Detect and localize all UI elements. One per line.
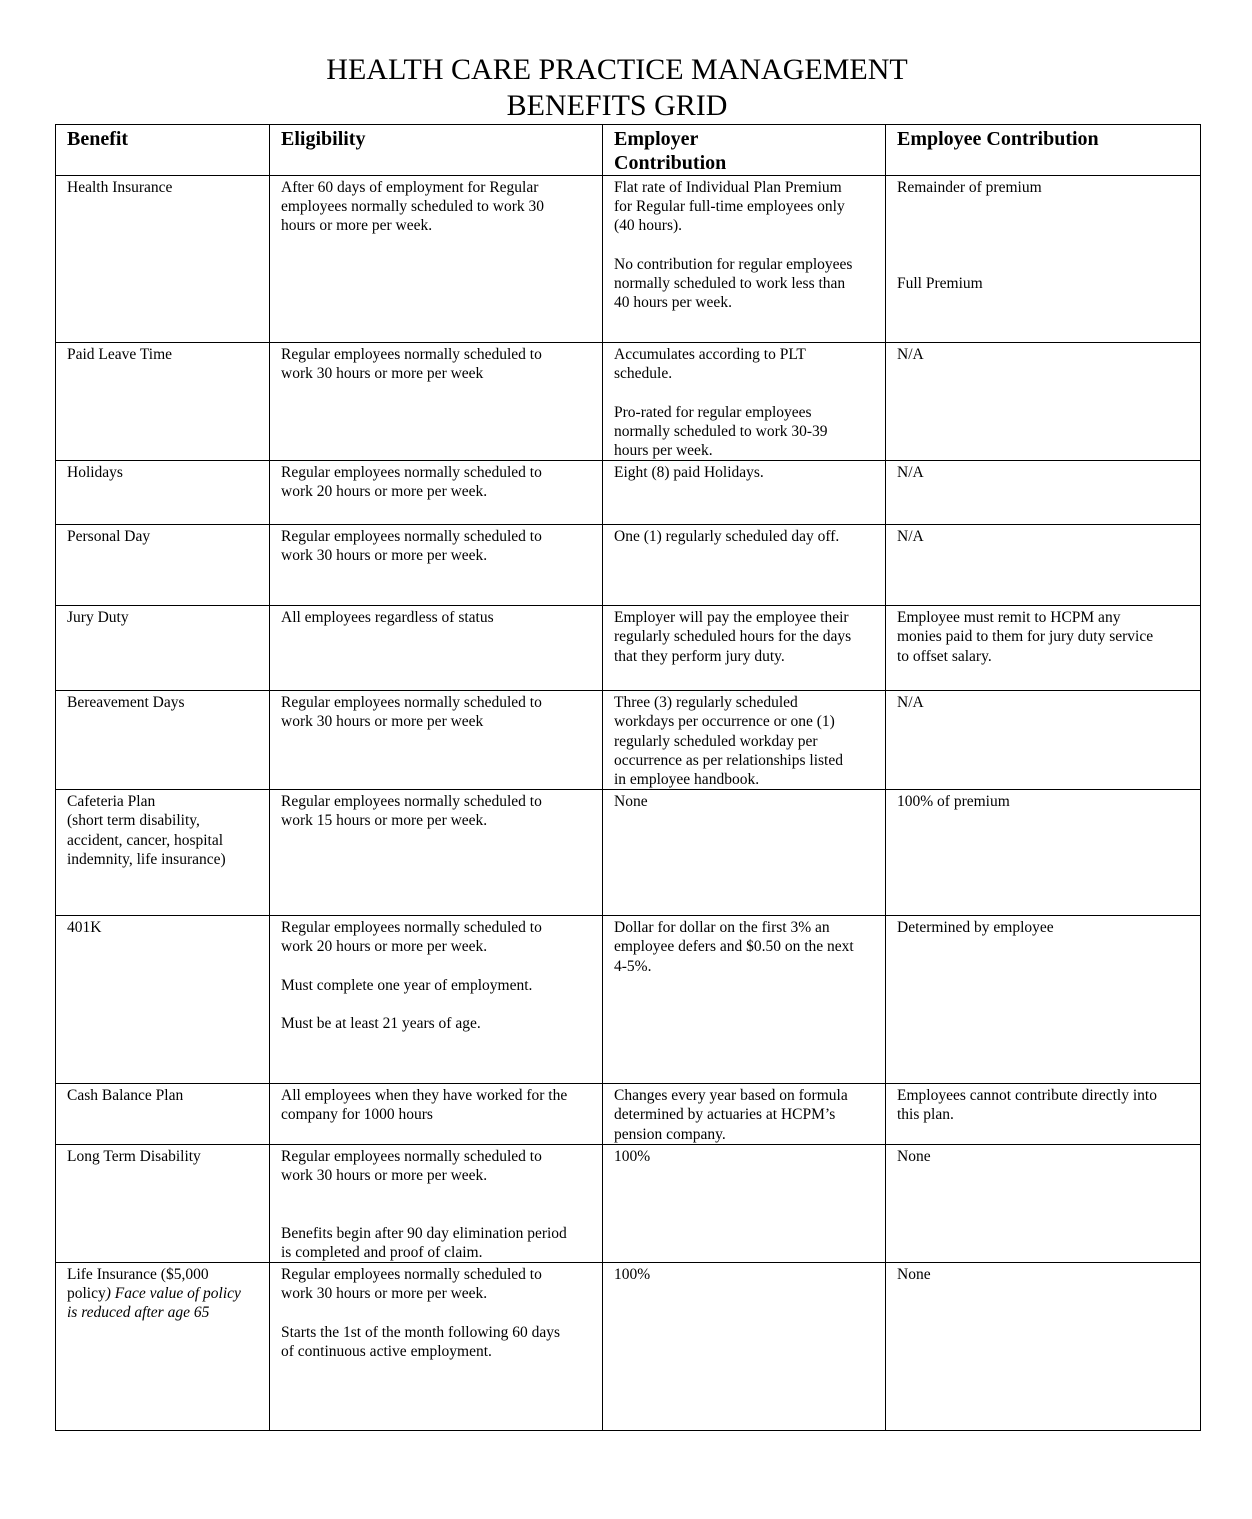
cell-employee-contribution: Determined by employee — [886, 916, 1201, 1084]
cell-eligibility: All employees when they have worked for the company for 1000 hours — [270, 1084, 603, 1145]
title-line-2: BENEFITS GRID — [506, 89, 728, 122]
cell-employer-contribution: Changes every year based on formula determined by actuaries at HCPM’s pension company. — [603, 1084, 886, 1145]
table-row — [56, 691, 1201, 790]
header-employer-line-2: Contribution — [614, 152, 727, 174]
header-row — [56, 125, 1201, 176]
cell-employer-contribution: Dollar for dollar on the first 3% an employee defers and $0.50 on the next 4-5%. — [603, 916, 886, 1084]
cell-eligibility: Regular employees normally scheduled to work 30 hours or more per week. — [270, 525, 603, 606]
cell-benefit: Life Insurance ($5,000 policy) Face value of policy is reduced after age 65 — [56, 1263, 270, 1431]
cell-employer-contribution: Eight (8) paid Holidays. — [603, 461, 886, 525]
table-row — [56, 461, 1201, 525]
cell-eligibility: Regular employees normally scheduled to work 30 hours or more per week — [270, 691, 603, 790]
cell-employer-contribution: Flat rate of Individual Plan Premium for Regular full-time employees only (40 hours). No contribution for regular employees normally scheduled to work less than 40 hours per week. — [603, 176, 886, 343]
header-employer-line-1: Employer — [614, 128, 699, 150]
cell-employer-contribution: None — [603, 790, 886, 916]
cell-employee-contribution: None — [886, 1263, 1201, 1431]
cell-eligibility: Regular employees normally scheduled to work 30 hours or more per week. Benefits begin after 90 day elimination period is completed and proof of claim. — [270, 1144, 603, 1262]
cell-employee-contribution: None — [886, 1144, 1201, 1262]
header-eligibility: Eligibility — [270, 125, 603, 176]
cell-benefit: Jury Duty — [56, 606, 270, 691]
benefits-grid-table — [55, 124, 1201, 1431]
cell-eligibility: All employees regardless of status — [270, 606, 603, 691]
cell-employee-contribution: 100% of premium — [886, 790, 1201, 916]
cell-employer-contribution: Employer will pay the employee their regularly scheduled hours for the days that they perform jury duty. — [603, 606, 886, 691]
table-row — [56, 606, 1201, 691]
cell-benefit: Long Term Disability — [56, 1144, 270, 1262]
table-row — [56, 343, 1201, 461]
cell-eligibility: Regular employees normally scheduled to work 20 hours or more per week. — [270, 461, 603, 525]
cell-benefit: Personal Day — [56, 525, 270, 606]
cell-benefit: Holidays — [56, 461, 270, 525]
cell-employee-contribution: N/A — [886, 525, 1201, 606]
table-row — [56, 1084, 1201, 1145]
table-row — [56, 790, 1201, 916]
table-row — [56, 525, 1201, 606]
cell-employee-contribution: N/A — [886, 461, 1201, 525]
table-row — [56, 916, 1201, 1084]
cell-benefit: Paid Leave Time — [56, 343, 270, 461]
cell-eligibility: After 60 days of employment for Regular employees normally scheduled to work 30 hours or more per week. — [270, 176, 603, 343]
cell-employer-contribution: 100% — [603, 1263, 886, 1431]
cell-benefit: Cash Balance Plan — [56, 1084, 270, 1145]
cell-employee-contribution: Remainder of premium Full Premium — [886, 176, 1201, 343]
cell-employer-contribution: 100% — [603, 1144, 886, 1262]
cell-benefit: Bereavement Days — [56, 691, 270, 790]
cell-employer-contribution: One (1) regularly scheduled day off. — [603, 525, 886, 606]
cell-employer-contribution: Three (3) regularly scheduled workdays per occurrence or one (1) regularly scheduled workday per occurrence as per relationships listed in employee handbook. — [603, 691, 886, 790]
cell-employee-contribution: Employees cannot contribute directly into this plan. — [886, 1084, 1201, 1145]
cell-employee-contribution: Employee must remit to HCPM any monies paid to them for jury duty service to offset salary. — [886, 606, 1201, 691]
cell-benefit: 401K — [56, 916, 270, 1084]
header-employer-contribution — [603, 125, 886, 176]
table-row — [56, 1263, 1201, 1431]
header-employee-contribution: Employee Contribution — [886, 125, 1201, 176]
header-benefit: Benefit — [56, 125, 270, 176]
cell-eligibility: Regular employees normally scheduled to work 20 hours or more per week. Must complete one year of employment. Must be at least 21 years of age. — [270, 916, 603, 1084]
cell-benefit: Health Insurance — [56, 176, 270, 343]
document-title — [0, 52, 1234, 124]
cell-employee-contribution: N/A — [886, 343, 1201, 461]
cell-eligibility: Regular employees normally scheduled to work 30 hours or more per week — [270, 343, 603, 461]
cell-benefit: Cafeteria Plan (short term disability, accident, cancer, hospital indemnity, life insurance) — [56, 790, 270, 916]
cell-employee-contribution: N/A — [886, 691, 1201, 790]
table-row — [56, 1144, 1201, 1262]
title-line-1: HEALTH CARE PRACTICE MANAGEMENT — [326, 53, 908, 86]
cell-eligibility: Regular employees normally scheduled to work 15 hours or more per week. — [270, 790, 603, 916]
cell-eligibility: Regular employees normally scheduled to work 30 hours or more per week. Starts the 1st of the month following 60 days of continuous active employment. — [270, 1263, 603, 1431]
cell-employer-contribution: Accumulates according to PLT schedule. Pro-rated for regular employees normally scheduled to work 30-39 hours per week. — [603, 343, 886, 461]
table-row — [56, 176, 1201, 343]
